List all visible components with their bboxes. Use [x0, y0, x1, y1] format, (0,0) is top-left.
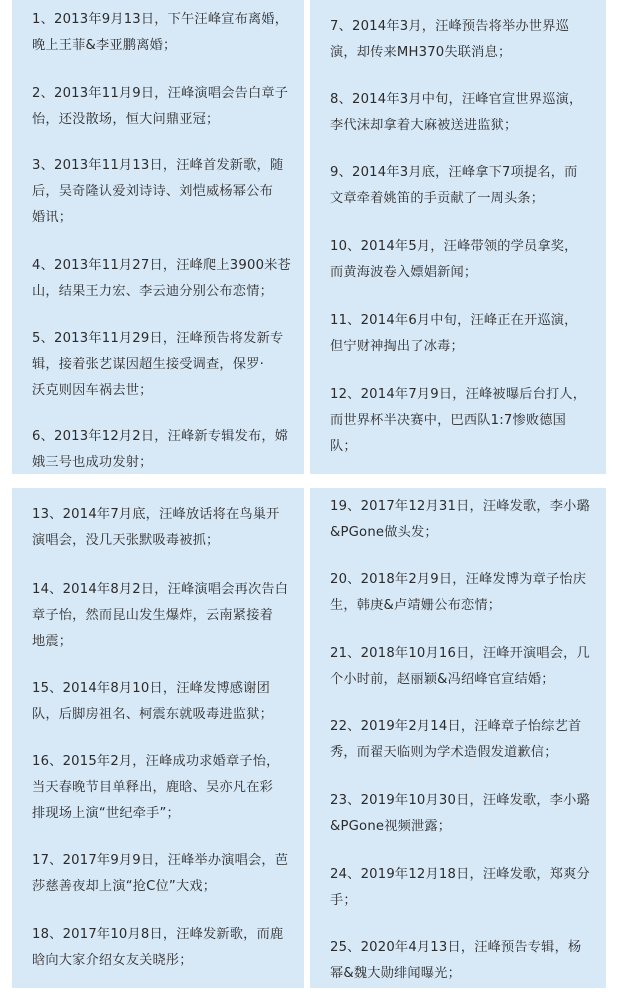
list-item: 13、2014年7月底，汪峰放话将在鸟巢开 演唱会，没几天张默吸毒被抓； [32, 507, 280, 548]
panel-bottom-left [12, 488, 304, 988]
list-item: 22、2019年2月14日，汪峰章子怡综艺首 秀，而翟天临则为学术造假发道歉信； [330, 719, 582, 760]
list-item: 24、2019年12月18日，汪峰发歌，郑爽分 手； [330, 867, 590, 908]
list-item: 11、2014年6月中旬，汪峰正在开巡演， 但宁财神掏出了冰毒； [330, 313, 578, 354]
list-item: 8、2014年3月中旬，汪峰官宣世界巡演， 李代沫却拿着大麻被送进监狱； [330, 92, 583, 133]
list-item: 9、2014年3月底，汪峰拿下7项提名，而 文章牵着姚笛的手贡献了一周头条； [330, 165, 578, 206]
list-item: 16、2015年2月，汪峰成功求婚章子怡， 当天春晚节目单释出，鹿晗、吴亦凡在彩 排现场上演“世纪牵手”； [32, 754, 280, 821]
panel-top-left [12, 0, 304, 474]
list-item: 2、2013年11月9日，汪峰演唱会告白章子 怡，还没散场，恒大问鼎亚冠； [32, 86, 289, 127]
list-item: 3、2013年11月13日，汪峰首发新歌，随 后，吴奇隆认爱刘诗诗、刘恺威杨幂公布 婚讯； [32, 158, 284, 225]
list-item: 21、2018年10月16日，汪峰开演唱会，几 个小时前，赵丽颖&冯绍峰官宣结婚； [330, 646, 590, 687]
list-item: 10、2014年5月，汪峰带领的学员拿奖， 而黄海波卷入嫖娼新闻； [330, 239, 578, 280]
list-item: 4、2013年11月27日，汪峰爬上3900米苍 山，结果王力宏、李云迪分别公布恋情； [32, 258, 291, 299]
list-item: 17、2017年9月9日，汪峰举办演唱会，芭 莎慈善夜却上演“抢C位”大戏； [32, 853, 289, 894]
panel-top-right [310, 0, 606, 474]
list-item: 18、2017年10月8日，汪峰发新歌，而鹿 晗向大家介绍女友关晓彤； [32, 927, 284, 968]
list-item: 5、2013年11月29日，汪峰预告将发新专 辑，接着张艺谋因超生接受调查，保罗· 沃克则因车祸去世； [32, 331, 284, 398]
list-item: 6、2013年12月2日，汪峰新专辑发布，嫦 娥三号也成功发射； [32, 429, 289, 470]
list-item: 25、2020年4月13日，汪峰预告专辑，杨 幂&魏大勋绯闻曝光； [330, 940, 582, 981]
list-item: 15、2014年8月10日，汪峰发博感谢团 队，后脚房祖名、柯震东就吸毒进监狱； [32, 681, 273, 722]
panel-bottom-right [310, 488, 606, 988]
list-item: 12、2014年7月9日，汪峰被曝后台打人， 而世界杯半决赛中，巴西队1:7惨败德国 队； [330, 387, 587, 454]
list-item: 7、2014年3月，汪峰预告将举办世界巡 演，却传来MH370失联消息； [330, 19, 569, 60]
list-item: 19、2017年12月31日，汪峰发歌，李小璐 &PGone做头发； [330, 499, 590, 540]
list-item: 1、2013年9月13日，下午汪峰宣布离婚， 晚上王菲&李亚鹏离婚； [32, 12, 289, 53]
list-item: 20、2018年2月9日，汪峰发博为章子怡庆 生，韩庚&卢靖姗公布恋情； [330, 572, 587, 613]
list-item: 14、2014年8月2日，汪峰演唱会再次告白 章子怡，然而昆山发生爆炸，云南紧接着 地震； [32, 582, 289, 649]
list-item: 23、2019年10月30日，汪峰发歌，李小璐 &PGone视频泄露； [330, 793, 590, 834]
